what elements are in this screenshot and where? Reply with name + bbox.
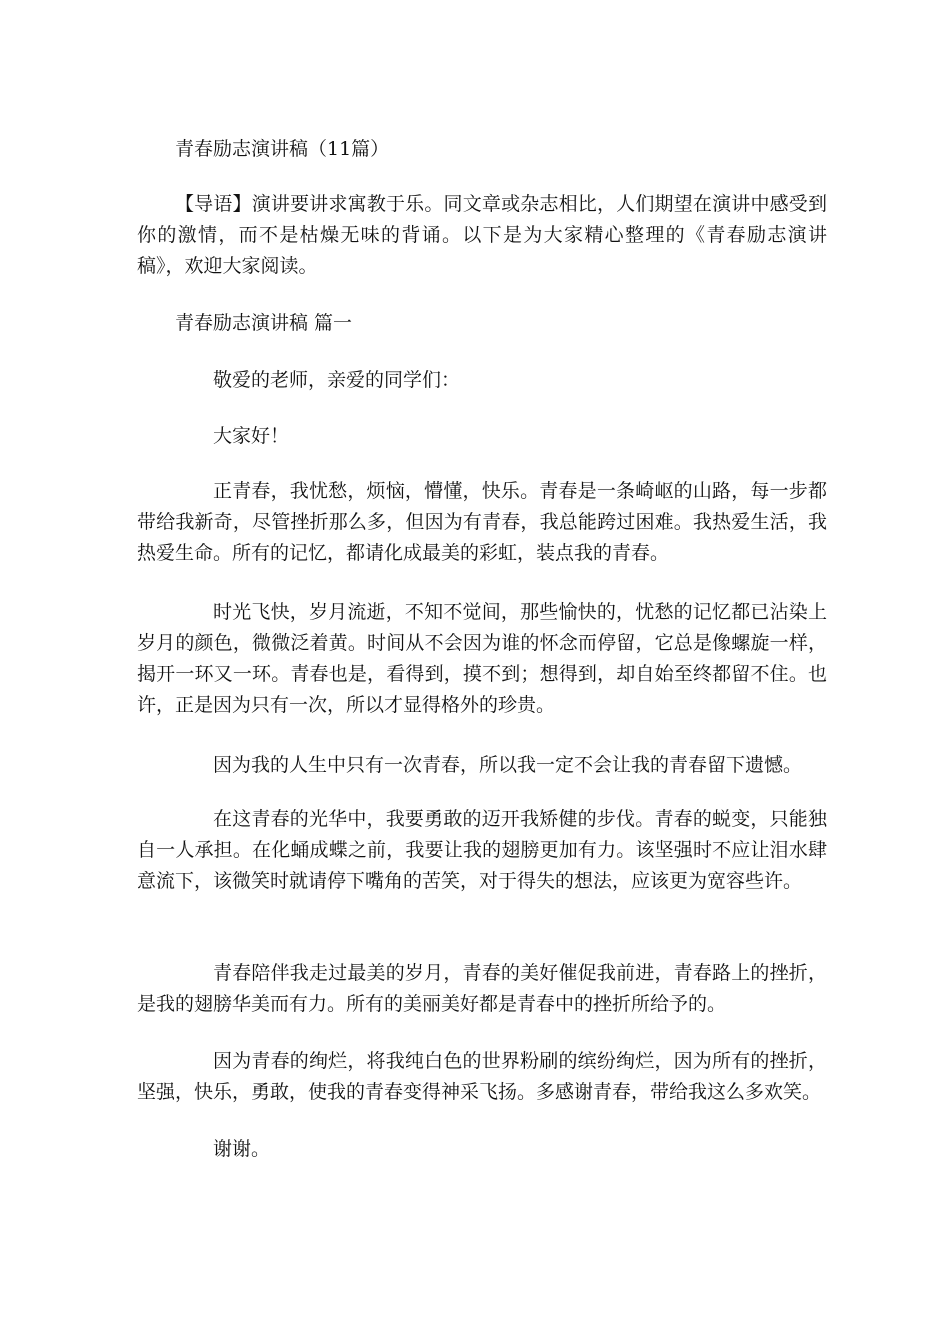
body-paragraph-4: 在这青春的光华中，我要勇敢的迈开我矫健的步伐。青春的蜕变，只能独自一人承担。在化蛹成蝶之前，我要让我的翅膀更加有力。该坚强时不应让泪水肆意流下，该微笑时就请停下嘴角的苦笑，对于得失的想法，应该更为宽容些许。 xyxy=(137,808,827,892)
body-paragraph-1: 正青春，我忧愁，烦恼，懵懂，快乐。青春是一条崎岖的山路，每一步都带给我新奇，尽管挫折那么多，但因为有青春，我总能跨过困难。我热爱生活，我热爱生命。所有的记忆，都请化成最美的彩虹，装点我的青春。 xyxy=(137,480,827,564)
body-paragraph-6: 因为青春的绚烂，将我纯白色的世界粉刷的缤纷绚烂，因为所有的挫折，坚强，快乐，勇敢，使我的青春变得神采飞扬。多感谢青春，带给我这么多欢笑。 xyxy=(137,1050,827,1103)
hello-line: 大家好！ xyxy=(213,425,290,447)
document-title: 青春励志演讲稿（11篇） xyxy=(175,138,390,160)
body-paragraph-3: 因为我的人生中只有一次青春，所以我一定不会让我的青春留下遗憾。 xyxy=(213,754,803,776)
closing-line: 谢谢。 xyxy=(213,1138,271,1160)
section-heading: 青春励志演讲稿 篇一 xyxy=(175,312,353,334)
body-paragraph-2: 时光飞快，岁月流逝，不知不觉间，那些愉快的，忧愁的记忆都已沾染上岁月的颜色，微微泛着黄。时间从不会因为谁的怀念而停留，它总是像螺旋一样，揭开一环又一环。青春也是，看得到，摸不到；想得到，却自始至终都留不住。也许，正是因为只有一次，所以才显得格外的珍贵。 xyxy=(137,601,827,716)
body-paragraph-5: 青春陪伴我走过最美的岁月，青春的美好催促我前进，青春路上的挫折，是我的翅膀华美而有力。所有的美丽美好都是青春中的挫折所给予的。 xyxy=(137,962,827,1015)
intro-paragraph: 【导语】演讲要讲求寓教于乐。同文章或杂志相比，人们期望在演讲中感受到你的激情，而不是枯燥无味的背诵。以下是为大家精心整理的《青春励志演讲稿》，欢迎大家阅读。 xyxy=(137,193,827,277)
greeting-line: 敬爱的老师，亲爱的同学们： xyxy=(213,369,461,391)
